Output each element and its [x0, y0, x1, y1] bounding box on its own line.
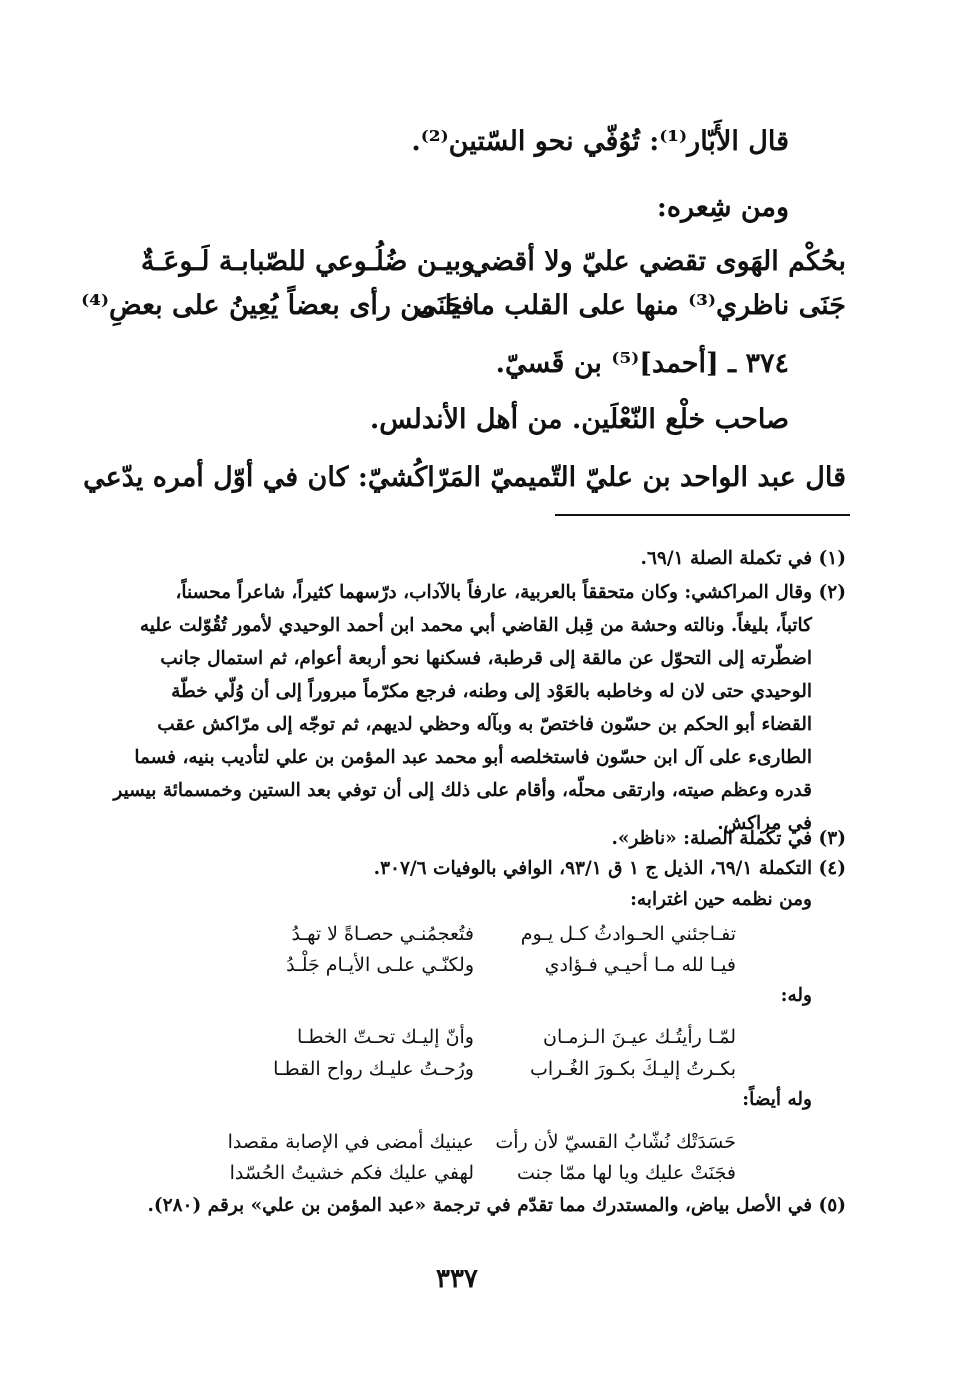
footnote-verse: فيـا لله مـا أحيـي فـؤادي — [544, 954, 736, 976]
footnote-verse: حَسَدَتْك نُشّابُ القسيّ لأن رأت — [495, 1131, 736, 1153]
footnote-verse: ولكنّـي علـى الأيـام جَلْـدُ — [286, 954, 474, 976]
footnote-2-line: القضاء أبو الحكم بن حسّون فاختصّ به وبآله وحظي لديهم، ثم توجّه إلى مرّاكش عقب — [157, 714, 812, 735]
footnote-verse: وأنّ إليـك تحـتّ الخطـا — [297, 1026, 474, 1048]
footnote-4-intro: ومن نظمه حين اغترابه: — [630, 889, 812, 910]
footnote-5: (٥) في الأصل بياض، والمستدرك مما تقدّم في ترجمة «عبد المؤمن بن علي» برقم (٢٨٠). — [147, 1195, 846, 1216]
text-line: صاحب خلْع النّعْلَين. من أهل الأندلس. — [369, 404, 789, 435]
footnote-2-line: في مراكش. — [717, 813, 812, 834]
poem-hemistich: فيا من رأى بعضاً يُعِينُ على بعضِ⁽⁴⁾ — [81, 290, 474, 321]
footnote-verse: عينيك أمضى في الإصابة مقصدا — [227, 1131, 474, 1153]
footnote-2-line: الوحيدي حتى لان له وخاطبه بالعَوْد إلى وطنه، فرجع مكرّماً مبروراً إلى أن وُلّي خطّة — [171, 681, 812, 702]
footnote-4-intro: وله: — [780, 985, 812, 1006]
footnote-3: (٣) في تكملة الصلة: «ناظر». — [611, 828, 846, 849]
entry-heading: ٣٧٤ ـ [أحمد]⁽⁵⁾ بن قَسيّ. — [495, 348, 789, 379]
footnote-2-line: اضطّرته إلى التحوّل عن مالقة إلى قرطبة، فسكنها نحو أربعة أعوام، ثم استمال جانب — [160, 648, 812, 669]
footnote-verse: فجَنَتْ عليك ويا لها ممّا جنت — [517, 1162, 736, 1184]
footnote-4-intro: وله أيضاً: — [742, 1089, 812, 1110]
poem-hemistich: وبيـن ضُلُـوعي للصّبابـة لَـوعَـةٌ — [140, 246, 474, 277]
poem-hemistich: جَنَى ناظري⁽³⁾ منها على القلب ما جَنَى — [415, 290, 846, 321]
footnote-verse: لمّـا رأيتُـك عيـنَ الـزمـان — [542, 1026, 736, 1048]
poem-hemistich: بحُكْم الهَوى تقضي عليّ ولا أقضي — [468, 246, 846, 277]
footnote-2-line: (٢) وقال المراكشي: وكان متحققاً بالعربية، عارفاً بالآداب، درّسهما كثيراً، شاعراً محسناً، — [175, 582, 846, 603]
footnote-2-line: كاتباً، بليغاً. ونالته وحشة من قِبل القاضي أبي محمد ابن أحمد الوحيدي لأمور تُقُوّلت عليه — [139, 615, 812, 636]
footnote-verse: بكـرتُ إليـكَ بكـورَ الغُـراب — [529, 1058, 736, 1080]
text-line: قال الأَبّار⁽¹⁾: تُوُفّي نحو السّتين⁽²⁾. — [411, 126, 789, 157]
text-line: ومن شِعره: — [656, 192, 789, 223]
footnote-verse: تفـاجئني الحـوادثُ كـل يـوم — [520, 923, 736, 945]
footnote-verse: لهفي عليك فكم خشيتُ الحُسّدا — [229, 1162, 474, 1184]
footnote-2-line: الطارىء على آل ابن حسّون فاستخلصه أبو محمد عبد المؤمن بن علي لتأديب بنيه، فسما — [134, 747, 812, 768]
text-line: قال عبد الواحد بن عليّ التّميميّ المَرّاكُشيّ: كان في أوّل أمره يدّعي — [83, 462, 846, 493]
page-number: ٣٣٧ — [436, 1264, 478, 1294]
footnote-separator — [555, 514, 850, 516]
footnote-verse: ورُحـتُ عليـك رواح القطـا — [273, 1058, 474, 1080]
footnote-1: (١) في تكملة الصلة ٦٩/١. — [640, 548, 846, 569]
footnote-2-line: قدره وعظم صيته، وارتقى محلّه، وأقام على ذلك إلى أن توفي بعد الستين وخمسمائة بيسير — [113, 780, 812, 801]
footnote-verse: فتُعجمُنـي حصـاةً لا تهـدُ — [291, 923, 474, 945]
footnote-4: (٤) التكملة ٦٩/١، الذيل ج ١ ق ٩٣/١، الوافي بالوفيات ٣٠٧/٦. — [373, 858, 846, 879]
